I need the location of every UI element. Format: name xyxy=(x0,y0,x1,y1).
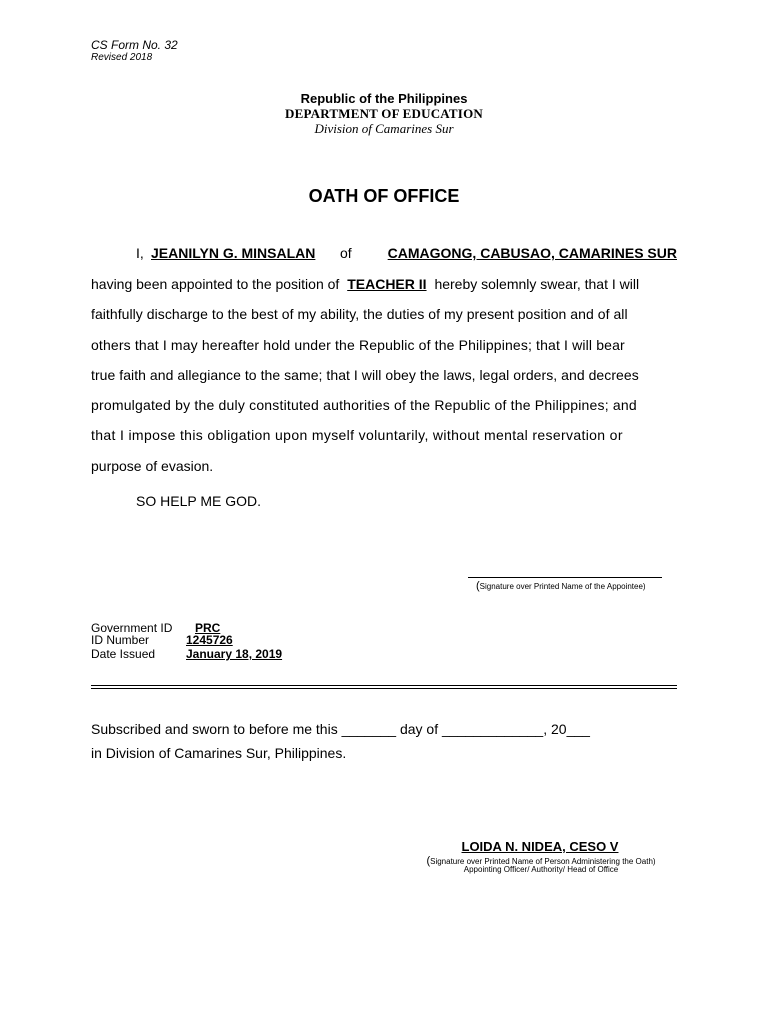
sworn-line-1: Subscribed and sworn to before me this _______ day of _____________, 20___ xyxy=(91,721,590,737)
date-issued-row xyxy=(91,647,282,661)
oath-line-2 xyxy=(91,274,677,294)
administering-caption-paren: ( xyxy=(426,855,431,867)
oath-appointed-text: having been appointed to the position of xyxy=(91,276,340,292)
division-heading: Division of Camarines Sur xyxy=(314,121,454,136)
oath-swear-text: hereby solemnly swear, that I will xyxy=(434,276,640,292)
appointee-caption-text: Signature over Printed Name of the Appointee) xyxy=(479,582,646,591)
oath-line-6: promulgated by the duly constituted authorities of the Republic of the Philippines; and xyxy=(91,397,637,413)
id-number-row xyxy=(91,633,233,647)
form-revision: Revised 2018 xyxy=(91,52,153,63)
administering-role: Appointing Officer/ Authority/ Head of Office xyxy=(463,865,619,874)
department-heading: DEPARTMENT OF EDUCATION xyxy=(285,106,483,121)
government-id-value: PRC xyxy=(195,621,221,635)
oath-of: of xyxy=(340,245,352,261)
appointee-signature-caption xyxy=(468,580,668,592)
appointee-caption-paren: ( xyxy=(476,580,480,592)
form-number: CS Form No. 32 xyxy=(91,38,178,52)
document-title: OATH OF OFFICE xyxy=(308,186,460,206)
appointee-name: JEANILYN G. MINSALAN xyxy=(151,245,316,261)
appointee-position: TEACHER II xyxy=(347,276,427,292)
id-number-value: 1245726 xyxy=(186,633,233,647)
appointee-signature-line xyxy=(468,577,662,578)
administering-caption-text: Signature over Printed Name of Person Administering the Oath) xyxy=(430,857,656,866)
government-id-label: Government ID xyxy=(91,621,173,635)
oath-closing: SO HELP ME GOD. xyxy=(136,493,261,509)
republic-heading: Republic of the Philippines xyxy=(300,91,468,106)
oath-line-1 xyxy=(91,243,677,263)
oath-line-4: others that I may hereafter hold under the Republic of the Philippines; that I will bear xyxy=(91,337,625,353)
administering-officer-name: LOIDA N. NIDEA, CESO V xyxy=(461,839,619,854)
date-issued-value: January 18, 2019 xyxy=(186,647,283,661)
oath-line-3-text: faithfully discharge to the best of my ability, the duties of my present position and of all xyxy=(91,306,628,322)
sworn-line-2: in Division of Camarines Sur, Philippines. xyxy=(91,745,347,761)
oath-line-7: that I impose this obligation upon myself voluntarily, without mental reservation or xyxy=(91,427,623,443)
date-issued-label: Date Issued xyxy=(91,647,156,661)
appointee-address: CAMAGONG, CABUSAO, CAMARINES SUR xyxy=(387,245,677,261)
oath-i: I, xyxy=(136,245,144,261)
oath-line-3 xyxy=(91,304,677,324)
section-divider xyxy=(91,685,677,689)
oath-line-8: purpose of evasion. xyxy=(91,458,214,474)
id-number-label: ID Number xyxy=(91,633,150,647)
oath-line-5: true faith and allegiance to the same; that I will obey the laws, legal orders, and decrees xyxy=(91,367,639,383)
